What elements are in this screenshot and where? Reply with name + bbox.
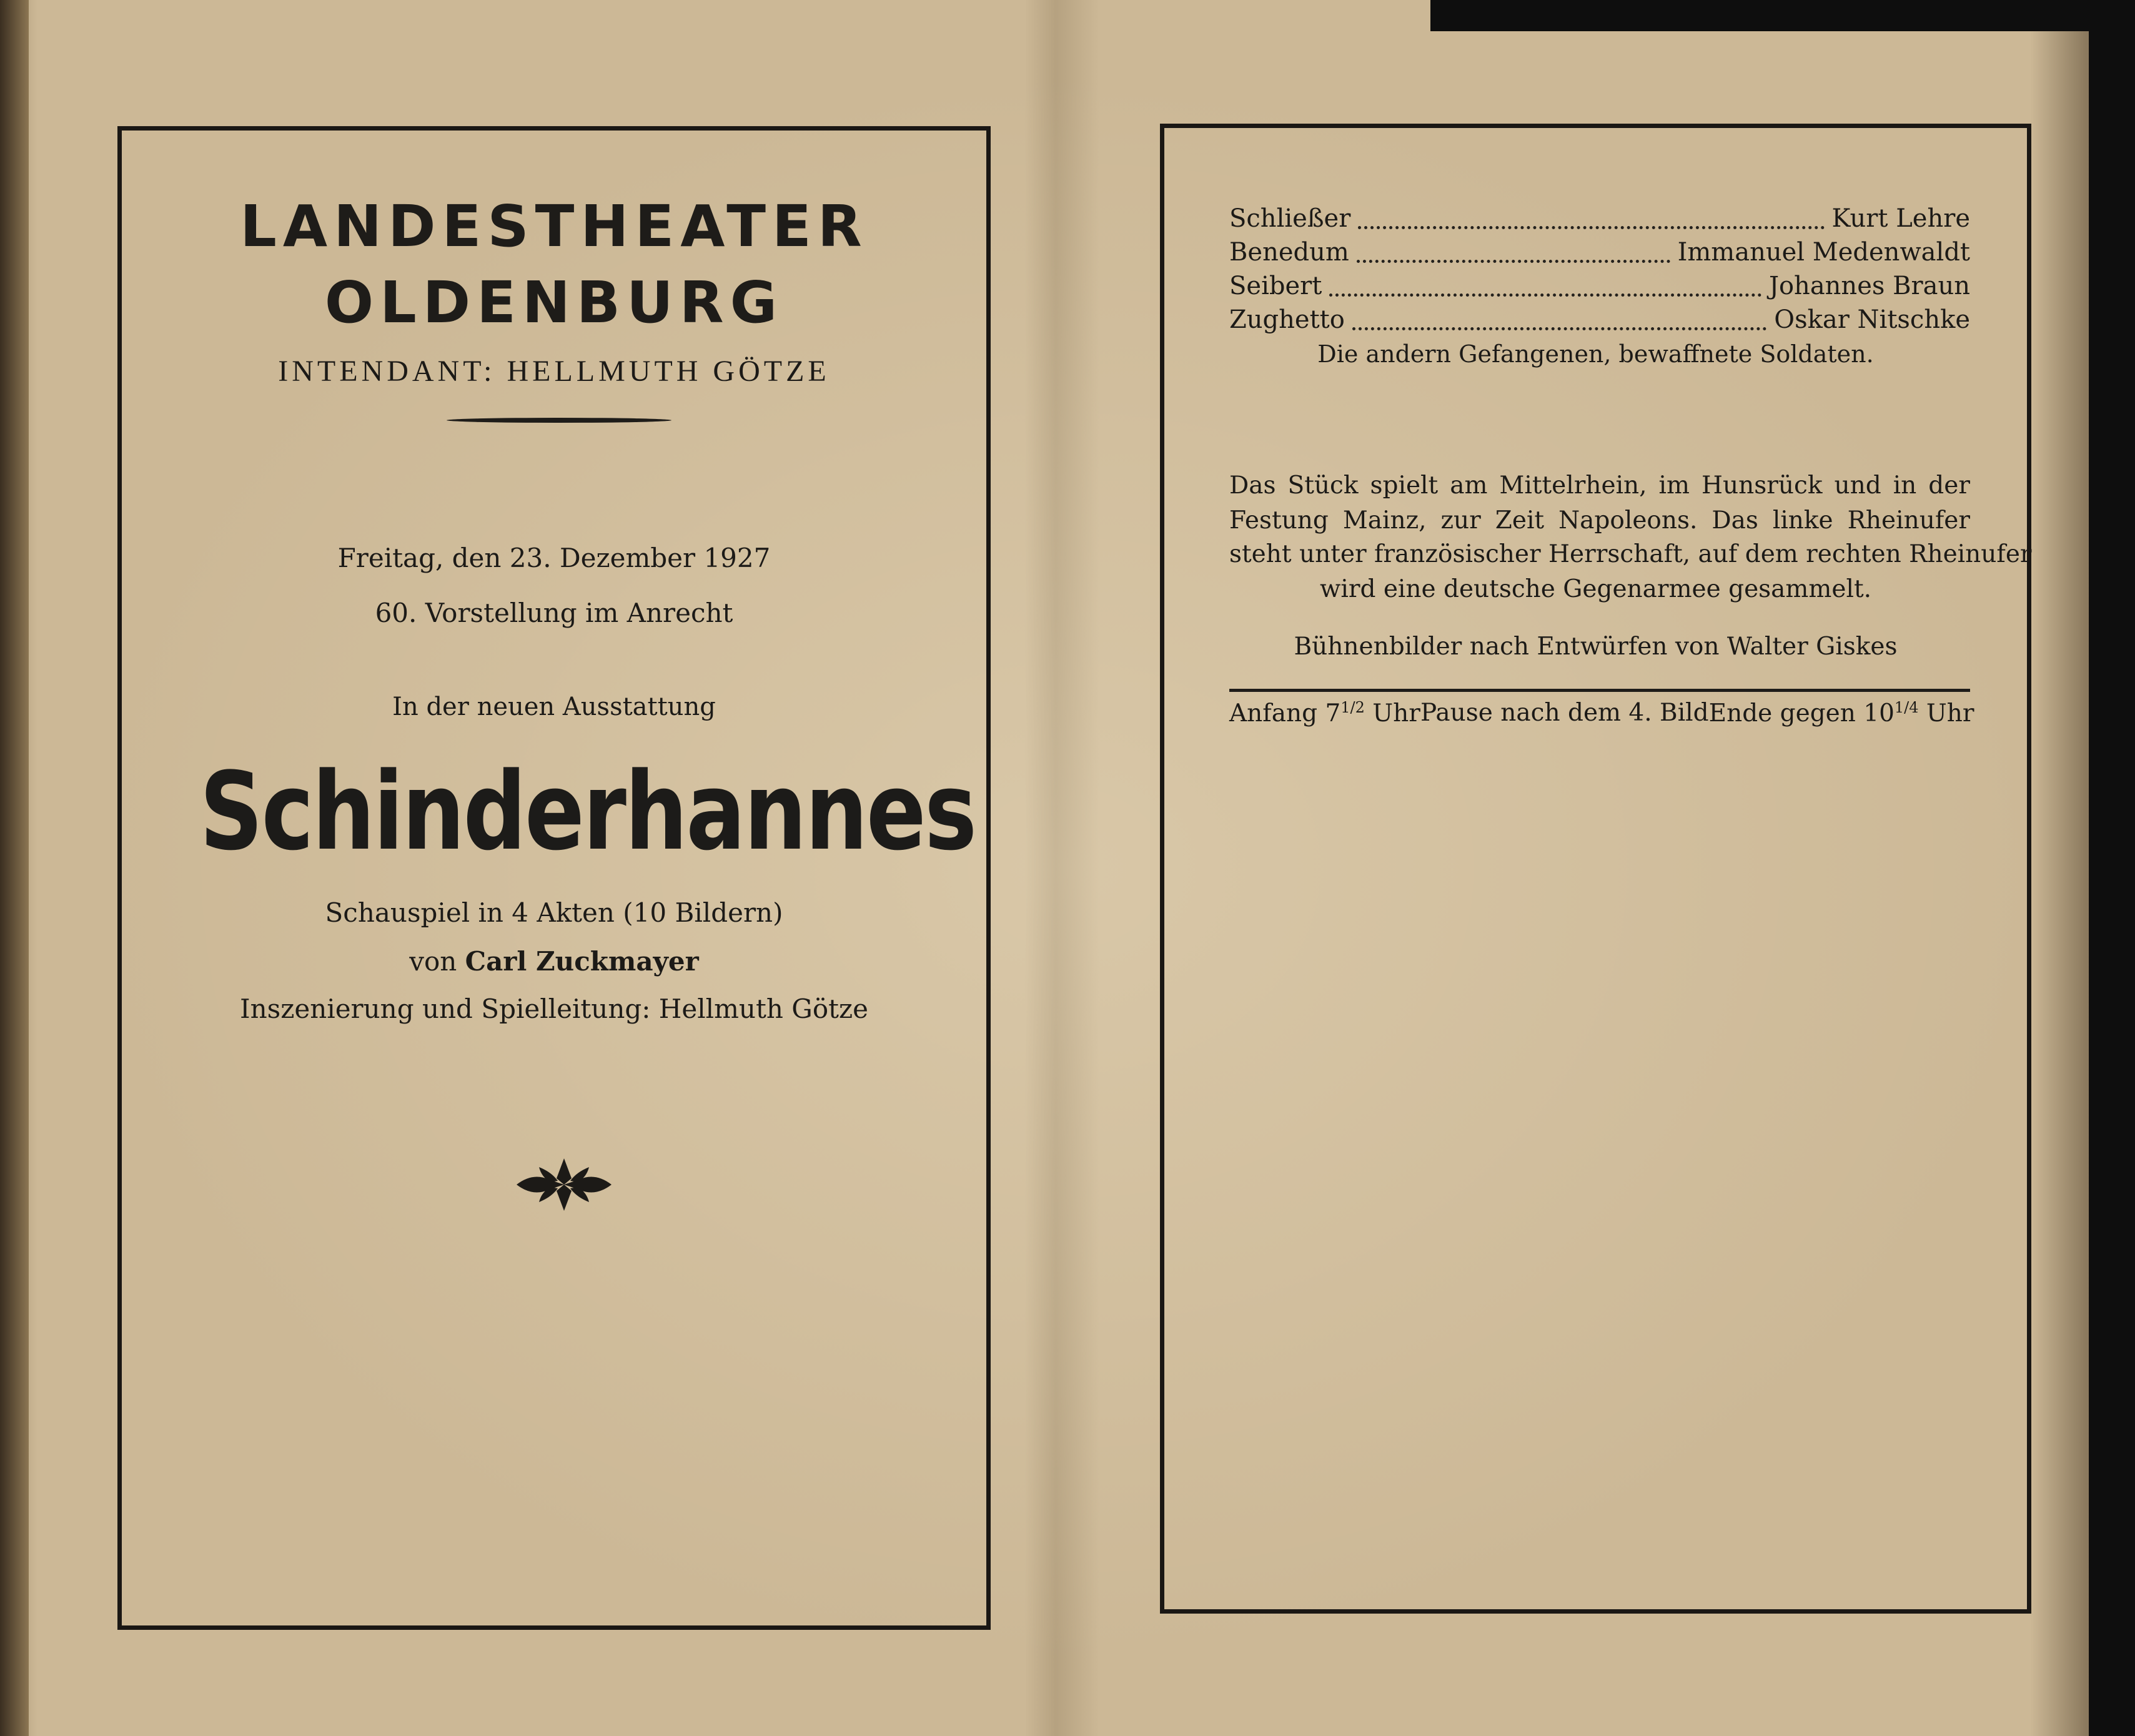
scan-background	[1430, 0, 2135, 31]
dot-leader	[1357, 260, 1670, 263]
cast-role: Seibert	[1229, 272, 1322, 300]
play-genre: Schauspiel in 4 Akten (10 Bildern)	[325, 897, 783, 928]
author-line	[122, 946, 986, 977]
book-spine-edge	[0, 0, 29, 1736]
cast-row	[1229, 305, 1970, 339]
other-cast-note: Die andern Gefangenen, bewaffnete Soldaten.	[1317, 340, 1874, 368]
performance-date: Freitag, den 23. Dezember 1927	[337, 543, 771, 573]
start-time: Anfang $7^{1/2}$ Uhr	[1229, 699, 1420, 727]
author-prefix: von	[409, 946, 457, 977]
dot-leader	[1352, 327, 1766, 330]
cast-actor: Johannes Braun	[1768, 272, 1970, 300]
theater-name-line2: OLDENBURG	[324, 269, 784, 336]
setting-text-line: Festung Mainz, zur Zeit Napoleons. Das linke Rheinufer	[1229, 506, 1970, 535]
theater-name-line1: LANDESTHEATER	[240, 193, 868, 260]
cast-row	[1229, 204, 1970, 238]
end-time: Ende gegen $10^{1/4}$ Uhr	[1708, 699, 1974, 727]
cast-row	[1229, 238, 1970, 272]
cast-role: Schließer	[1229, 204, 1351, 233]
setting-text-line: wird eine deutsche Gegenarmee gesammelt.	[1319, 575, 1872, 603]
intendant-line: INTENDANT: HELLMUTH GÖTZE	[278, 355, 830, 388]
cast-role: Zughetto	[1229, 305, 1345, 334]
divider-rule	[1229, 689, 1970, 692]
cast-row	[1229, 272, 1970, 305]
edition-note: In der neuen Ausstattung	[392, 693, 716, 721]
play-title: Schinderhannes	[199, 749, 976, 874]
fleuron-ornament-icon	[514, 1153, 614, 1216]
performance-number: 60. Vorstellung im Anrecht	[375, 598, 733, 628]
cast-role: Benedum	[1229, 238, 1349, 267]
right-page-frame	[1160, 124, 2031, 1614]
cast-actor: Kurt Lehre	[1831, 204, 1970, 233]
schedule-line	[1229, 699, 1974, 727]
author-name: Carl Zuckmayer	[465, 946, 699, 977]
cast-actor: Immanuel Medenwaldt	[1677, 238, 1970, 267]
dot-leader	[1358, 226, 1824, 229]
dot-leader	[1329, 293, 1761, 297]
cast-actor: Oskar Nitschke	[1774, 305, 1970, 334]
pause-note: Pause nach dem 4. Bild	[1420, 699, 1709, 727]
direction-credit: Inszenierung und Spielleitung: Hellmuth Götze	[240, 994, 868, 1024]
scan-background-right	[2089, 0, 2135, 1736]
tapered-rule-icon	[447, 418, 671, 423]
setting-text-line: Das Stück spielt am Mittelrhein, im Hunsrück und in der	[1229, 471, 1970, 500]
setting-text-line: steht unter französischer Herrschaft, auf dem rechten Rheinufer	[1229, 540, 2032, 568]
stage-design-credit: Bühnenbilder nach Entwürfen von Walter Giskes	[1294, 633, 1898, 661]
left-page-frame	[117, 126, 991, 1630]
